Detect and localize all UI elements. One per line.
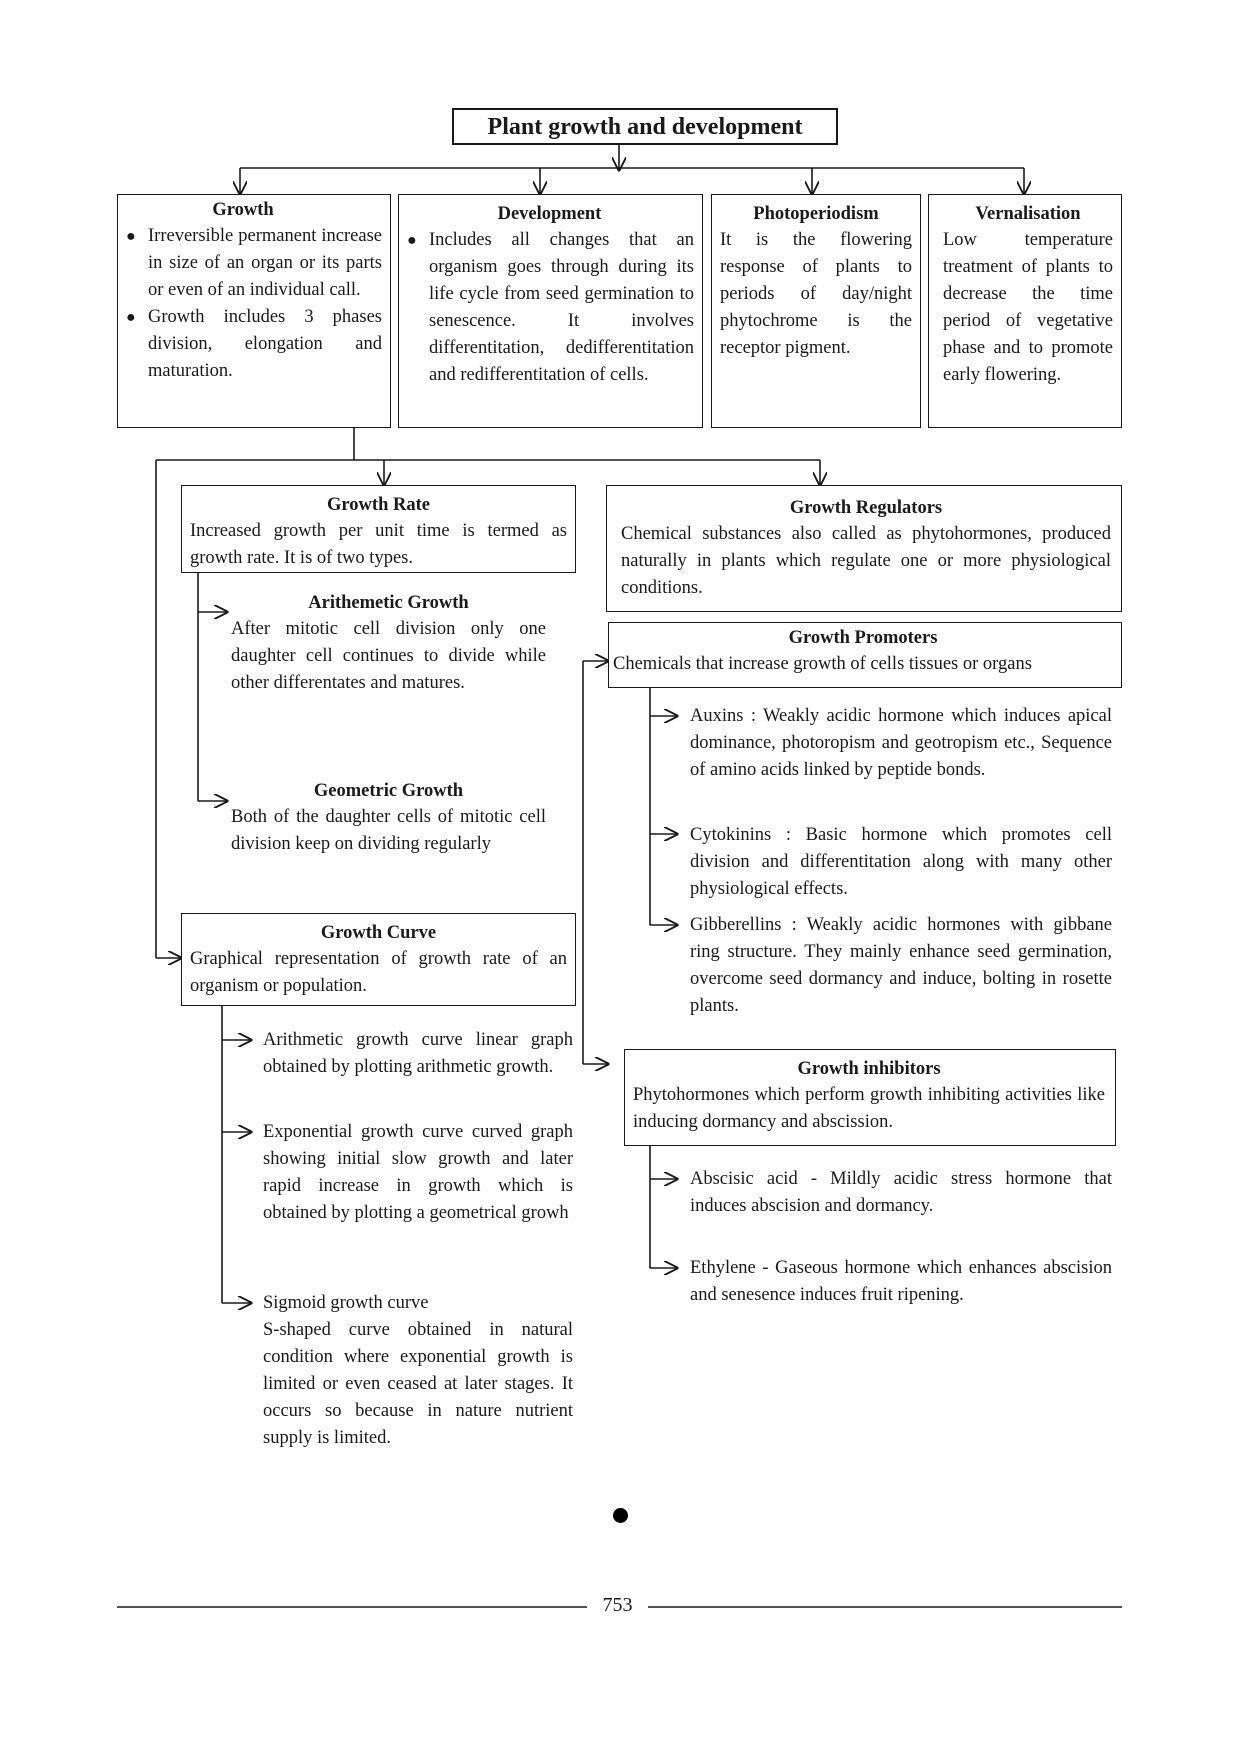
growth-point: ● Irreversible permanent increase in size of an organ or its parts or even of an individual call. [124, 223, 382, 304]
arithmetic-curve-text: Arithmetic growth curve linear graph obtained by plotting arithmetic growth. [263, 1030, 573, 1077]
development-box [398, 194, 703, 428]
vernalisation-box [928, 194, 1122, 428]
cytokinins-text: Cytokinins : Basic hormone which promotes cell division and differentitation along with many other physiological effects. [690, 825, 1112, 899]
growth-heading: Growth [212, 200, 274, 220]
auxins-text: Auxins : Weakly acidic hormone which induces apical dominance, photoropism and geotropism etc., Sequence of amino acids linked by peptide bonds. [690, 706, 1112, 780]
sigmoid-curve-text: S-shaped curve obtained in natural condition where exponential growth is limited or even ceased at later stages. It occurs so because in nature nutrient supply is limited. [263, 1320, 573, 1448]
page-number: 753 [602, 1594, 633, 1616]
growth-inhibitors-box [624, 1049, 1116, 1146]
growth-point: ● Growth includes 3 phases division, elongation and maturation. [124, 304, 382, 385]
vernalisation-text: Low temperature treatment of plants to decrease the time period of vegetative phase and to promote early flowering. [943, 230, 1113, 385]
arithmetic-growth-heading: Arithemetic Growth [308, 593, 469, 613]
ethylene-text: Ethylene - Gaseous hormone which enhances abscision and senesence induces fruit ripening. [690, 1258, 1112, 1305]
abscisic-acid-text: Abscisic acid - Mildly acidic stress hormone that induces abscision and dormancy. [690, 1169, 1112, 1216]
exponential-curve-text: Exponential growth curve curved graph showing initial slow growth and later rapid increase in growth which is obtained by plotting a geometrical growh [263, 1122, 573, 1223]
growth-regulators-text: Chemical substances also called as phytohormones, produced naturally in plants which regulate one or more physiological conditions. [621, 524, 1111, 598]
bullet-icon: ● [126, 309, 136, 326]
growth-rate-text: Increased growth per unit time is termed as growth rate. It is of two types. [190, 521, 567, 568]
growth-curve-box [181, 913, 576, 1006]
growth-promoters-heading: Growth Promoters [788, 628, 938, 648]
page-title: Plant growth and development [452, 108, 838, 145]
growth-promoters-box [608, 622, 1122, 688]
bullet-icon: ● [126, 228, 136, 245]
geometric-growth-heading: Geometric Growth [313, 781, 464, 801]
growth-curve-text: Graphical representation of growth rate of an organism or population. [190, 949, 567, 996]
growth-curve-heading: Growth Curve [320, 923, 437, 943]
development-point: ● Includes all changes that an organism goes through during its life cycle from seed germination to senescence. It involves differentitation, dedifferentitation and redifferentitation of cells. [405, 227, 694, 389]
sigmoid-curve-title: Sigmoid growth curve [263, 1293, 429, 1313]
photoperiodism-box [711, 194, 921, 428]
geometric-growth-text: Both of the daughter cells of mitotic cell division keep on dividing regularly [231, 807, 546, 854]
vernalisation-heading: Vernalisation [975, 204, 1081, 224]
gibberellins-text: Gibberellins : Weakly acidic hormones with gibbane ring structure. They mainly enhance seed germination, overcome seed dormancy and induce, bolting in rosette plants. [690, 915, 1112, 1016]
growth-box [117, 194, 391, 428]
growth-regulators-heading: Growth Regulators [789, 498, 943, 518]
photoperiodism-heading: Photoperiodism [753, 204, 879, 224]
growth-regulators-box [606, 485, 1122, 612]
growth-inhibitors-heading: Growth inhibitors [797, 1059, 941, 1079]
separator-dot [613, 1508, 628, 1523]
photoperiodism-text: It is the flowering response of plants to periods of day/night phytochrome is the receptor pigment. [720, 230, 912, 358]
sigmoid-curve-block [263, 1290, 573, 1452]
growth-rate-heading: Growth Rate [327, 495, 430, 515]
development-heading: Development [497, 204, 602, 224]
arithmetic-growth-block [231, 590, 546, 697]
bullet-icon: ● [407, 232, 417, 249]
geometric-growth-block [231, 778, 546, 858]
growth-promoters-text: Chemicals that increase growth of cells tissues or organs [613, 654, 1032, 674]
growth-inhibitors-text: Phytohormones which perform growth inhibiting activities like inducing dormancy and abscission. [633, 1085, 1105, 1132]
arithmetic-growth-text: After mitotic cell division only one daughter cell continues to divide while other differentates and matures. [231, 619, 546, 693]
growth-rate-box [181, 485, 576, 573]
